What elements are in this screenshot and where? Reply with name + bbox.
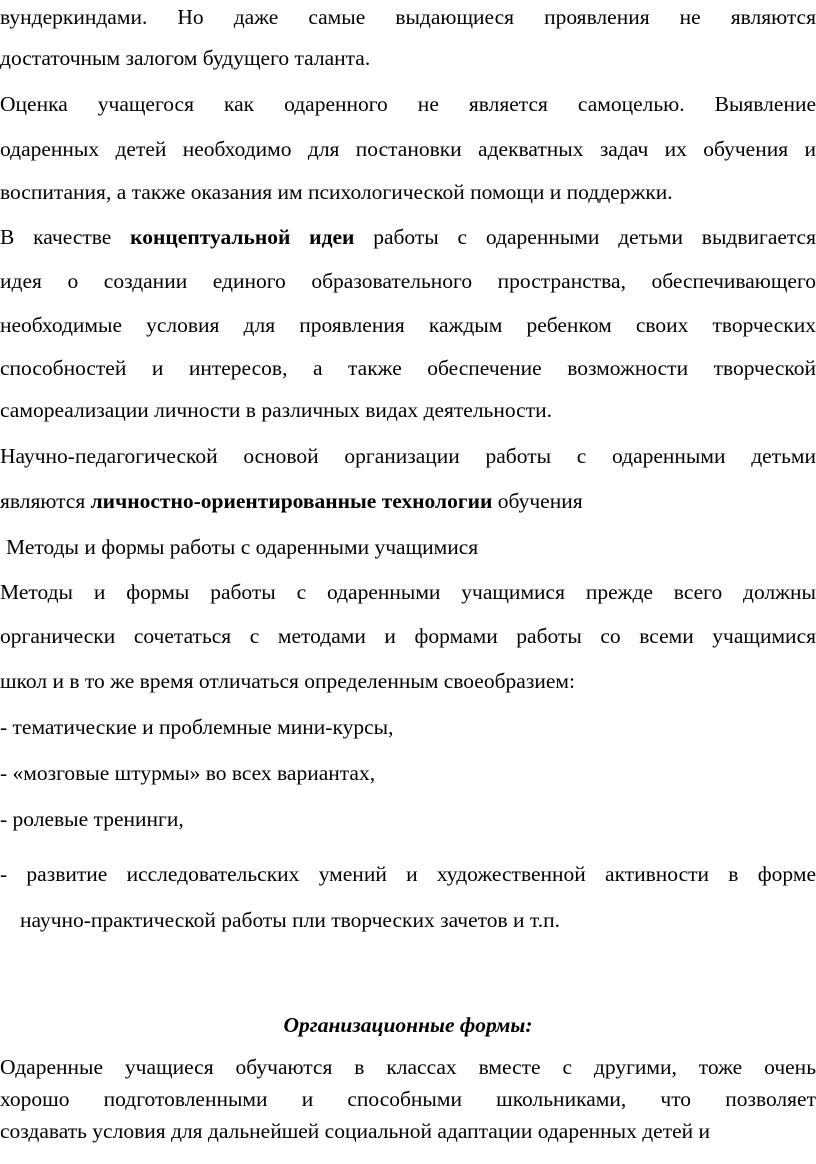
text-segment: обучения xyxy=(492,489,583,513)
list-item-continuation: научно-практической работы пли творческих зачетов и т.п. xyxy=(20,908,560,932)
list-item: - ролевые тренинги, xyxy=(0,807,184,831)
text-line: вундеркиндами. Но даже самые выдающиеся проявления не являются xyxy=(0,5,816,29)
list-item: - «мозговые штурмы» во всех вариантах, xyxy=(0,761,376,785)
section-heading: Организационные формы: xyxy=(283,1013,533,1037)
text-line: одаренных детей необходимо для постановки адекватных задач их обучения и xyxy=(0,137,816,161)
text-line xyxy=(0,487,816,515)
text-line: создавать условия для дальнейшей социальной адаптации одаренных детей и xyxy=(0,1119,711,1143)
text-line: идея о создании единого образовательного пространства, обеспечивающего xyxy=(0,269,816,293)
text-line: самореализации личности в различных видах деятельности. xyxy=(0,398,552,422)
text-line: Одаренные учащиеся обучаются в классах вместе с другими, тоже очень xyxy=(0,1055,816,1079)
text-line: хорошо подготовленными и способными школьниками, что позволяет xyxy=(0,1087,816,1111)
text-line: школ и в то же время отличаться определенным своеобразием: xyxy=(0,669,575,693)
list-item: - тематические и проблемные мини-курсы, xyxy=(0,715,394,739)
text-line xyxy=(0,223,816,251)
text-line: органически сочетаться с методами и формами работы со всеми учащимися xyxy=(0,624,816,648)
list-item: - развитие исследовательских умений и художественной активности в форме xyxy=(0,862,816,886)
section-heading: Методы и формы работы с одаренными учащимися xyxy=(6,535,479,559)
text-segment: В качестве xyxy=(0,225,131,249)
text-segment: являются xyxy=(0,489,91,513)
text-segment: работы с одаренными детьми выдвигается xyxy=(354,225,816,249)
bold-term: концептуальной идеи xyxy=(130,225,355,249)
text-line: способностей и интересов, а также обеспечение возможности творческой xyxy=(0,356,816,380)
text-line: Оценка учащегося как одаренного не является самоцелью. Выявление xyxy=(0,92,816,116)
text-line: воспитания, а также оказания им психологической помощи и поддержки. xyxy=(0,180,673,204)
text-line: Методы и формы работы с одаренными учащимися прежде всего должны xyxy=(0,580,816,604)
text-line: необходимые условия для проявления каждым ребенком своих творческих xyxy=(0,313,816,337)
text-line: Научно-педагогической основой организации работы с одаренными детьми xyxy=(0,444,816,468)
bold-term: личностно-ориентированные технологии xyxy=(90,489,493,513)
text-line: достаточным залогом будущего таланта. xyxy=(0,46,371,70)
